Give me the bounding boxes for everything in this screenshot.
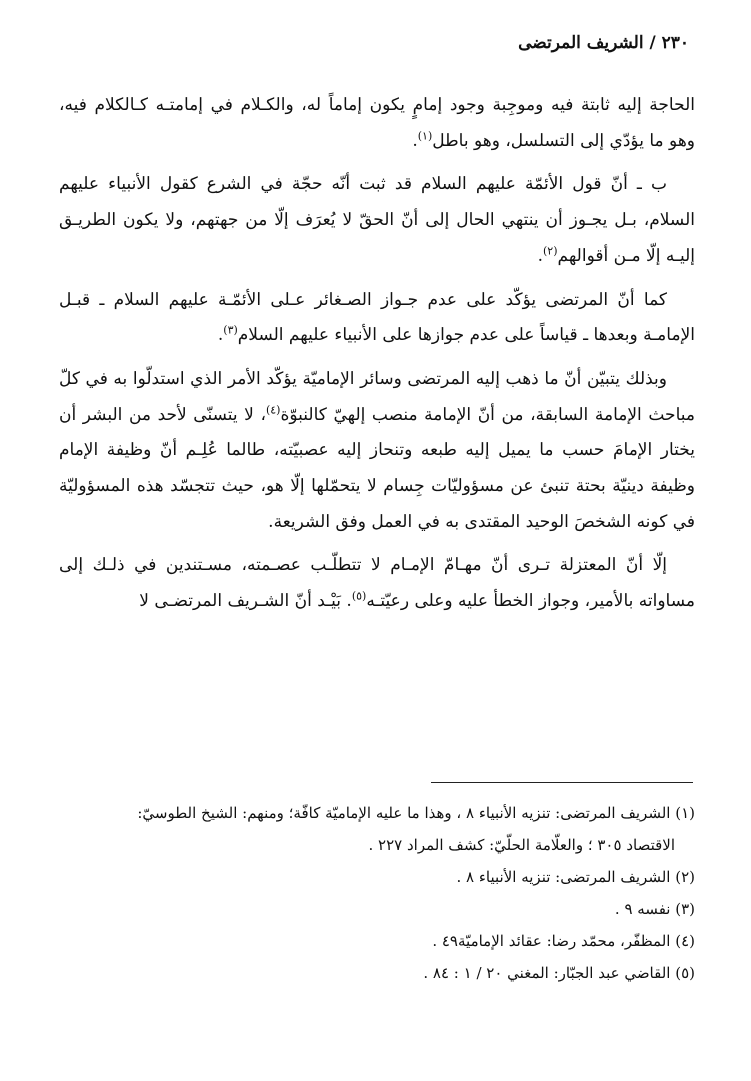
footnote-reference[interactable]: (٤) bbox=[265, 402, 281, 416]
paragraph-text: كما أنّ المرتضى يؤكّد على عدم جـواز الصـغائر عـلى الأئمّـة عليهم السلام ـ قبـل الإمامـة وبعدها ـ قياساً على عدم جوازها على الأنبياء عليهم السلام bbox=[59, 289, 695, 346]
paragraph-text: الحاجة إليه ثابتة فيه وموجِبة وجود إمامٍ يكون إماماً له، والكـلام في إمامتـه كـالكلام فيه، وهو ما يؤدّي إلى التسلسل، وهو باطل bbox=[59, 95, 695, 151]
paragraph-text: إلّا أنّ المعتزلة تـرى أنّ مهـامّ الإمـام لا تتطلّـب عصـمته، مسـتندين في ذلـك إلى مساواته بالأمير، وجواز الخطأ عليه وعلى رعيّتـه bbox=[59, 555, 695, 612]
footnote-reference[interactable]: (٥) bbox=[351, 589, 367, 603]
paragraph-text: . bbox=[412, 130, 418, 151]
footnotes bbox=[59, 797, 695, 989]
footnote: (٢) الشريف المرتضى: تنزيه الأنبياء ٨ . bbox=[456, 868, 695, 886]
paragraph-text: . بَيْـد أنّ الشـريف المرتضـى لا bbox=[139, 591, 352, 612]
footnote-continuation: الاقتصاد ٣٠٥ ؛ والعلّامة الحلّيّ: كشف المراد ٢٢٧ . bbox=[368, 836, 675, 854]
footnote: (١) الشريف المرتضى: تنزيه الأنبياء ٨ ، وهذا ما عليه الإماميّة كافّة؛ ومنهم: الشيخ الطوسيّ: bbox=[137, 804, 695, 822]
footnote: (٣) نفسه ٩ . bbox=[614, 900, 695, 918]
paragraph-text: ، لا يتسنّى لأحد من البشر أن يختار الإمامَ حسب ما يميل إليه طبعه وتنحاز إليه عصبيّته، طالما عُلِـم أنّ وظيفة الإمام وظيفة دينيّة بحتة تنبئ عن مسؤوليّات جِسام لا يتحمّلها إلّا هو، حيث تتجسّد هذه المسؤوليّة في كونه الشخصَ الوحيد المقتدى به في العمل وفق الشريعة. bbox=[59, 404, 695, 532]
running-header: ٢٣٠ / الشريف المرتضى bbox=[518, 33, 689, 53]
paragraph bbox=[59, 548, 695, 619]
footnote-reference[interactable]: (٢) bbox=[543, 244, 558, 258]
paragraph bbox=[59, 167, 695, 274]
paragraph bbox=[59, 283, 695, 354]
paragraph-text: وبذلك يتبيّن أنّ ما ذهب إليه المرتضى وسائر الإماميّة يؤكّد الأمر الذي استدلّوا به في كلّ مباحث الإمامة السابقة، من أنّ الإمامة منصب إلهيّ كالنبوّة bbox=[59, 368, 695, 425]
main-text bbox=[59, 88, 695, 628]
paragraph bbox=[59, 362, 695, 541]
footnote-reference[interactable]: (١) bbox=[417, 129, 433, 143]
footnote-reference[interactable]: (٣) bbox=[223, 323, 238, 337]
paragraph-text: . bbox=[537, 245, 543, 266]
paragraph bbox=[59, 88, 695, 159]
footnote-divider bbox=[431, 782, 693, 783]
paragraph-text: ب ـ أنّ قول الأئمّة عليهم السلام قد ثبت أنّه حجّة في الشرع كقول الأنبياء عليهم السلام، بـل يجـوز أن ينتهي الحال إلى أنّ الحقّ لا يُعرَف إلّا من جهتهم، ولا يكون الطريـق إليـه إلّا مـن أقوالهم bbox=[59, 174, 695, 266]
footnote: (٤) المظفّر، محمّد رضا: عقائد الإماميّة٤٩ . bbox=[432, 932, 695, 950]
footnote: (٥) القاضي عبد الجبّار: المغني ٢٠ / ١ : ٨٤ . bbox=[423, 964, 695, 982]
paragraph-text: . bbox=[217, 325, 224, 346]
